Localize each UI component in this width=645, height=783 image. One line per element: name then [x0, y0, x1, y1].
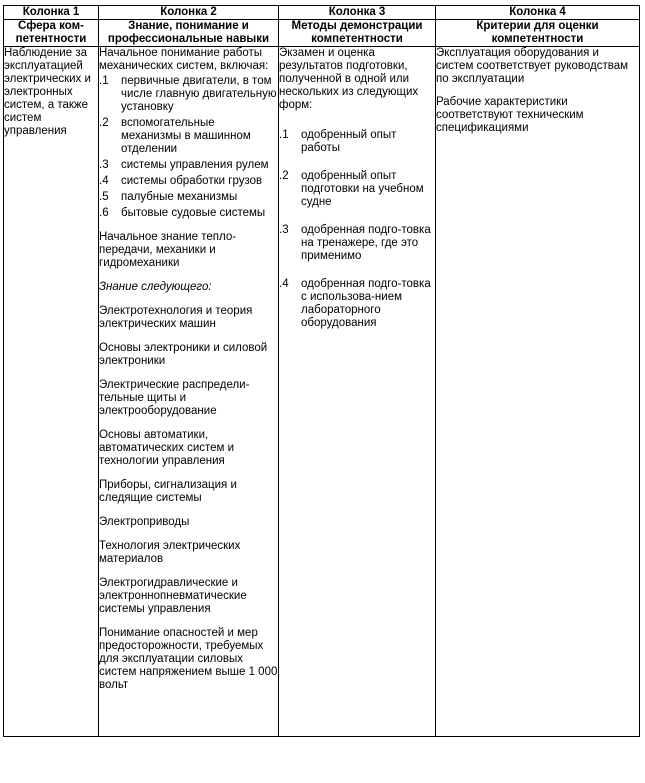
evaluation-criteria-heading: Критерии для оценки компетентности: [436, 20, 640, 47]
knowledge-heading: Знание, понимание и профессиональные навыки: [99, 20, 279, 47]
knowledge-subheading: Знание следующего:: [99, 281, 212, 293]
column-title-row: [4, 20, 640, 47]
list-item: .3 одобренная подго-товка на тренажере, где это применимо: [279, 224, 431, 262]
list-item: .2 одобренный опыт подготовки на учебном судне: [279, 170, 424, 208]
knowledge-block: Технология электрических материалов: [99, 540, 241, 565]
knowledge-block: Электрогидравлические и электроннопневматические системы управления: [99, 577, 247, 615]
column-2-heading: Колонка 2: [99, 6, 279, 20]
column-4-heading: Колонка 4: [436, 6, 640, 20]
list-item: .6 бытовые судовые системы: [99, 207, 266, 219]
demonstration-intro: Экзамен и оценка результатов подготовки, полученной в одной или нескольких из следующих форм:: [279, 47, 419, 111]
criteria-paragraph: Рабочие характеристики соответствуют техническим спецификациями: [436, 96, 584, 134]
list-item: .4 системы обработки грузов: [99, 175, 263, 187]
knowledge-block: Понимание опасностей и мер предосторожности, требуемых для эксплуатации силовых систем напряжением выше 1 000 вольт: [99, 627, 278, 691]
knowledge-intro: Начальное понимание работы механических систем, включая:: [99, 47, 269, 72]
knowledge-block: Основы автоматики, автоматических систем и технологии управления: [99, 429, 235, 467]
competence-cell: [4, 47, 99, 737]
demonstration-methods-list: [279, 129, 435, 330]
column-number-row: [4, 6, 640, 20]
list-item: .5 палубные механизмы: [99, 191, 238, 203]
criteria-cell: [436, 47, 640, 737]
demonstration-methods-heading: Методы демонстрации компетентности: [279, 20, 436, 47]
list-item: .1 одобренный опыт работы: [279, 129, 397, 154]
list-item: .4 одобренная подго-товка с использова-нием лабораторного оборудования: [279, 278, 431, 329]
competence-area-heading: Сфера ком-петентности: [4, 20, 99, 47]
mechanical-systems-list: [99, 75, 278, 220]
knowledge-block: Начальное знание тепло-передачи, механики и гидромеханики: [99, 231, 237, 269]
knowledge-cell: [99, 47, 279, 737]
knowledge-block: Приборы, сигнализация и следящие системы: [99, 479, 237, 504]
list-item: .1 первичные двигатели, в том числе главную двигательную установку: [99, 75, 277, 113]
list-item: .2 вспомогательные механизмы в машинном отделении: [99, 117, 251, 155]
demonstration-cell: [279, 47, 436, 737]
criteria-paragraph: Эксплуатация оборудования и систем соответствует руководствам по эксплуатации: [436, 47, 629, 85]
column-3-heading: Колонка 3: [279, 6, 436, 20]
knowledge-block: Электроприводы: [99, 516, 190, 528]
content-row: [4, 47, 640, 737]
competence-text: Наблюдение за эксплуатацией электрических и электронных систем, а также систем управления: [4, 47, 91, 137]
list-item: .3 системы управления рулем: [99, 159, 269, 171]
competence-table: [3, 5, 640, 737]
knowledge-block: Основы электроники и силовой электроники: [99, 342, 268, 367]
knowledge-block: Электротехнология и теория электрических машин: [99, 305, 253, 330]
knowledge-block: Электрические распредели-тельные щиты и электрооборудование: [99, 379, 250, 417]
column-1-heading: Колонка 1: [4, 6, 99, 20]
